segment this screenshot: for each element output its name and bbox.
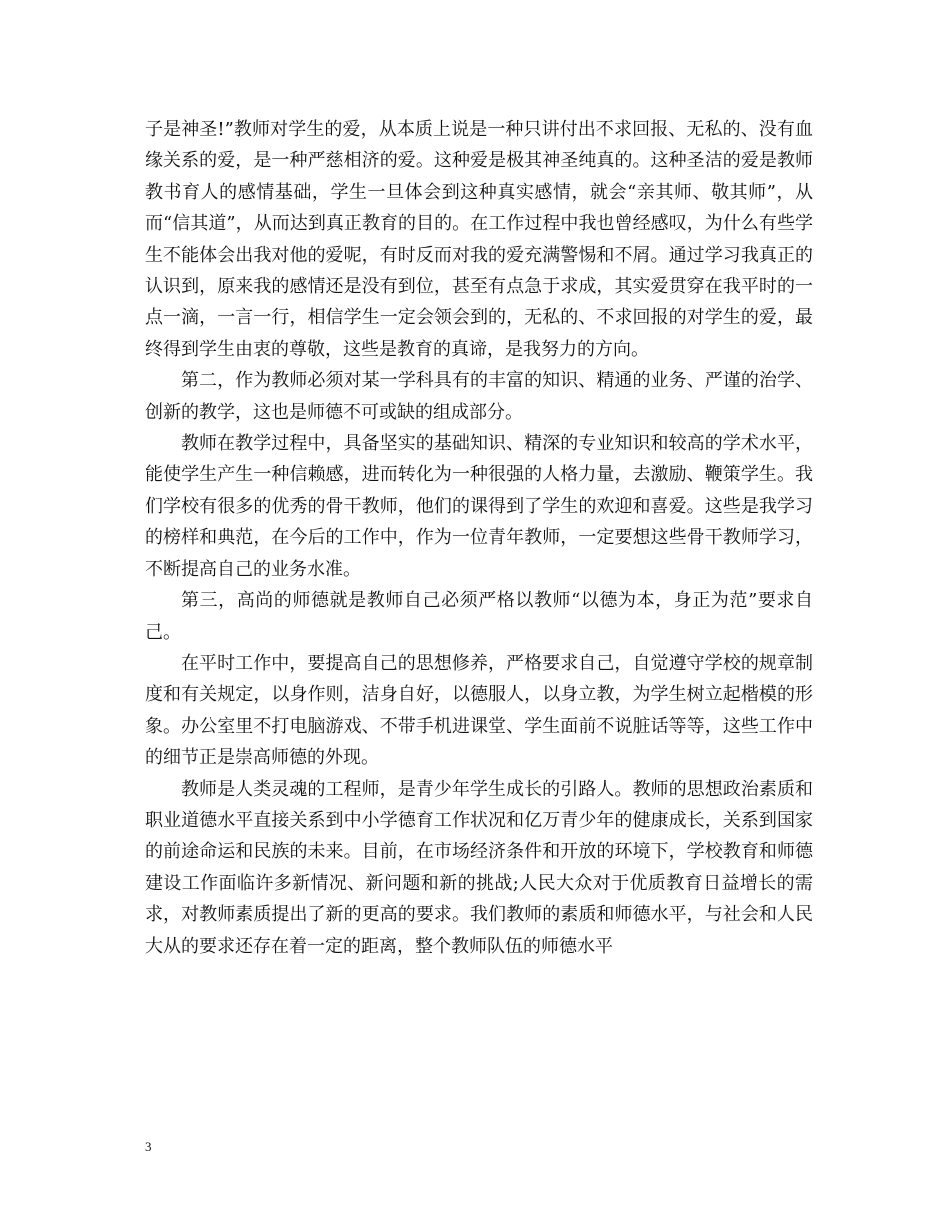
paragraph-continued: 子是神圣!”教师对学生的爱，从本质上说是一种只讲付出不求回报、无私的、没有血缘关系的爱，是一种严慈相济的爱。这种爱是极其神圣纯真的。这种圣洁的爱是教师教书育人的感情基础，学生一旦体会到这种真实感情，就会“亲其师、敬其师”，从而“信其道”，从而达到真正教育的目的。在工作过程中我也曾经感叹，为什么有些学生不能体会出我对他的爱呢，有时反而对我的爱充满警惕和不屑。通过学习我真正的认识到，原来我的感情还是没有到位，甚至有点急于求成，其实爱贯穿在我平时的一点一滴，一言一行，相信学生一定会领会到的，无私的、不求回报的对学生的爱，最终得到学生由衷的尊敬，这些是教育的真谛，是我努力的方向。 bbox=[145, 119, 813, 360]
page-number: 3 bbox=[145, 1139, 152, 1154]
paragraph-teaching-expertise: 教师在教学过程中，具备坚实的基础知识、精深的专业知识和较高的学术水平，能使学生产生一种信赖感，进而转化为一种很强的人格力量，去激励、鞭策学生。我们学校有很多的优秀的骨干教师，他们的课得到了学生的欢迎和喜爱。这些是我学习的榜样和典范，在今后的工作中，作为一位青年教师，一定要想这些骨干教师学习，不断提高自己的业务水准。 bbox=[145, 433, 813, 580]
paragraph-daily-conduct: 在平时工作中，要提高自己的思想修养，严格要求自己，自觉遵守学校的规章制度和有关规定，以身作则，洁身自好，以德服人，以身立教，为学生树立起楷模的形象。办公室里不打电脑游戏、不带手机进课堂、学生面前不说脏话等等，这些工作中的细节正是崇高师德的外现。 bbox=[145, 652, 813, 769]
paragraph-point-two: 第二，作为教师必须对某一学科具有的丰富的知识、精通的业务、严谨的治学、创新的教学，这也是师德不可或缺的组成部分。 bbox=[145, 370, 813, 423]
body-text bbox=[145, 114, 813, 962]
paragraph-point-three: 第三，高尚的师德就是教师自己必须严格以教师“以德为本，身正为范”要求自己。 bbox=[145, 590, 813, 643]
paragraph-teacher-role: 教师是人类灵魂的工程师，是青少年学生成长的引路人。教师的思想政治素质和职业道德水平直接关系到中小学德育工作状况和亿万青少年的健康成长，关系到国家的前途命运和民族的未来。目前，在市场经济条件和开放的环境下，学校教育和师德建设工作面临许多新情况、新问题和新的挑战;人民大众对于优质教育日益增长的需求，对教师素质提出了新的更高的要求。我们教师的素质和师德水平，与社会和人民大从的要求还存在着一定的距离，整个教师队伍的师德水平 bbox=[145, 778, 813, 957]
